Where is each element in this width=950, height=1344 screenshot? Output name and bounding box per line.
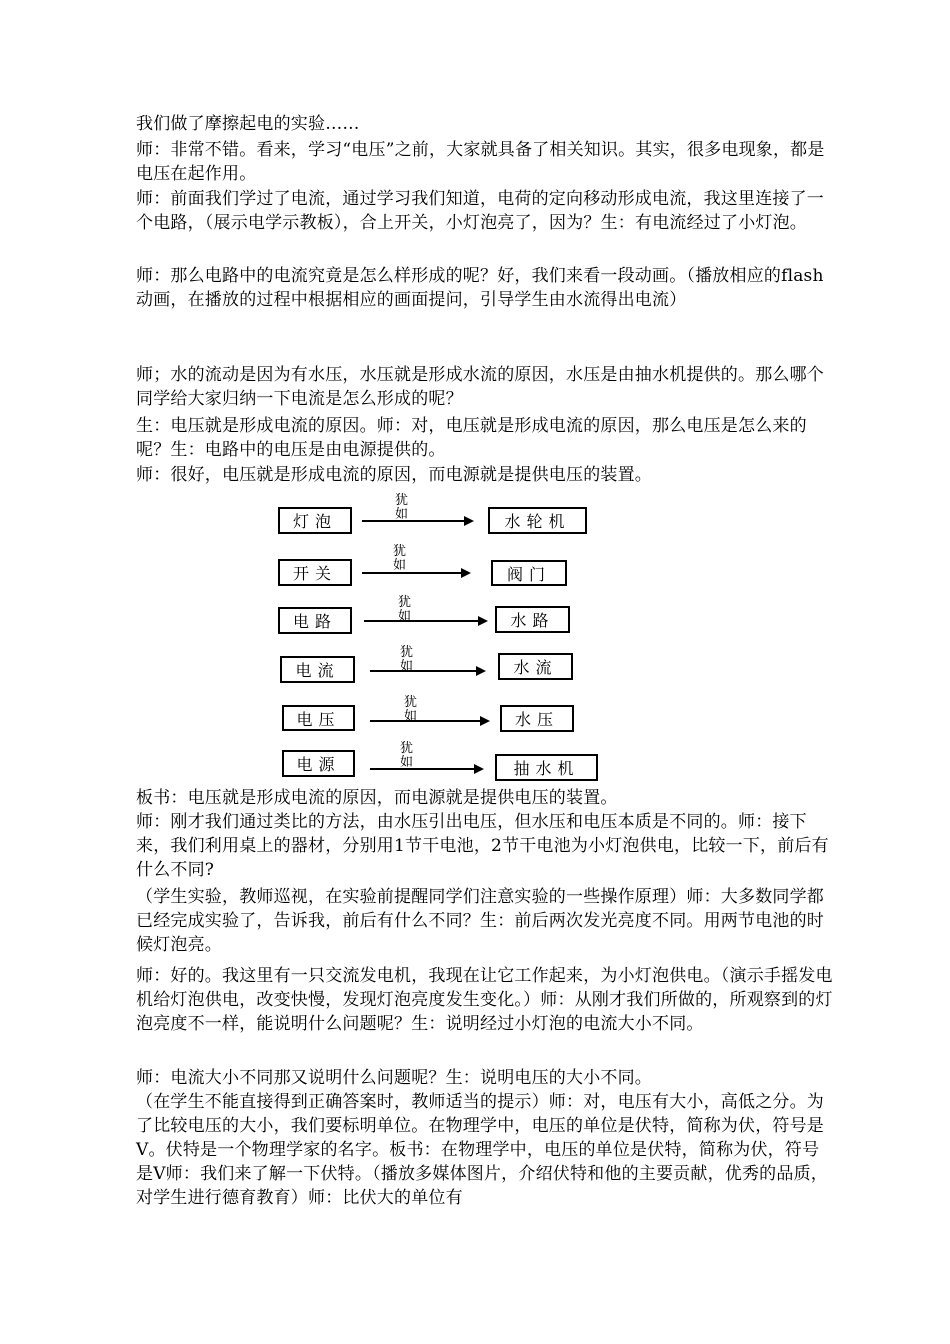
- arrow-3: [364, 620, 480, 622]
- paragraph-2: 师：非常不错。看来，学习“电压”之前，大家就具备了相关知识。其实，很多电现象，都是电压在起作用。: [136, 140, 825, 184]
- arrow-label-5: 犹如: [404, 695, 418, 724]
- paragraph-7: 师：很好，电压就是形成电流的原因，而电源就是提供电压的装置。: [136, 465, 652, 485]
- analogy-left-box-3: 电路: [278, 607, 352, 634]
- paragraph-5: 师；水的流动是因为有水压，水压就是形成水流的原因，水压是由抽水机提供的。那么哪个同学给大家归纳一下电流是怎么形成的呢？: [136, 365, 824, 409]
- arrow-2: [362, 572, 463, 574]
- arrow-label-2: 犹如: [393, 544, 407, 573]
- arrow-label-1: 犹如: [395, 493, 409, 522]
- paragraph-11: 师：好的。我这里有一只交流发电机，我现在让它工作起来，为小灯泡供电。（演示手摇发电机给灯泡供电，改变快慢，发现灯泡亮度发生变化。）师：从刚才我们所做的，所观察到的灯泡亮度不一样，能说明什么问题呢？生：说明经过小灯泡的电流大小不同。: [136, 966, 833, 1034]
- analogy-right-box-1: 水轮机: [488, 507, 587, 534]
- arrow-1: [362, 520, 466, 522]
- arrow-head-3: [478, 616, 488, 626]
- arrow-head-4: [476, 666, 486, 676]
- analogy-right-box-3: 水路: [495, 606, 570, 633]
- analogy-left-box-1: 灯泡: [278, 507, 352, 534]
- analogy-left-box-6: 电源: [282, 750, 355, 777]
- arrow-label-4: 犹如: [400, 645, 414, 674]
- arrow-head-2: [461, 568, 471, 578]
- paragraph-6: 生：电压就是形成电流的原因。师：对，电压就是形成电流的原因，那么电压是怎么来的呢？生：电路中的电压是由电源提供的。: [136, 416, 807, 460]
- arrow-label-3: 犹如: [398, 595, 412, 624]
- arrow-6: [370, 768, 476, 770]
- paragraph-12: 师：电流大小不同那又说明什么问题呢？生：说明电压的大小不同。: [136, 1068, 652, 1088]
- arrow-4: [370, 670, 478, 672]
- analogy-left-box-2: 开关: [278, 559, 352, 586]
- paragraph-1: 我们做了摩擦起电的实验……: [136, 114, 360, 134]
- analogy-right-box-5: 水压: [500, 705, 574, 732]
- paragraph-9: 师：刚才我们通过类比的方法，由水压引出电压，但水压和电压本质是不同的。师：接下来，我们利用桌上的器材，分别用1节干电池，2节干电池为小灯泡供电，比较一下，前后有什么不同?: [136, 812, 829, 880]
- arrow-label-6: 犹如: [400, 741, 414, 770]
- paragraph-13: （在学生不能直接得到正确答案时，教师适当的提示）师：对，电压有大小，高低之分。为了比较电压的大小，我们要标明单位。在物理学中，电压的单位是伏特，简称为伏，符号是V。伏特是一个物理学家的名字。板书：在物理学中，电压的单位是伏特，简称为伏，符号是V师：我们来了解一下伏特。（播放多媒体图片，介绍伏特和他的主要贡献，优秀的品质，对学生进行德育教育）师：比伏大的单位有: [136, 1092, 828, 1208]
- paragraph-8: 板书：电压就是形成电流的原因，而电源就是提供电压的装置。: [136, 788, 618, 808]
- arrow-5: [370, 720, 482, 722]
- paragraph-3: 师：前面我们学过了电流，通过学习我们知道，电荷的定向移动形成电流，我这里连接了一个电路，（展示电学示教板），合上开关，小灯泡亮了，因为？生：有电流经过了小灯泡。: [136, 189, 824, 233]
- analogy-left-box-5: 电压: [282, 705, 355, 731]
- analogy-right-box-2: 阀门: [491, 560, 567, 586]
- analogy-left-box-4: 电流: [280, 656, 355, 683]
- paragraph-4: 师：那么电路中的电流究竟是怎么样形成的呢？好，我们来看一段动画。（播放相应的flash动画，在播放的过程中根据相应的画面提问，引导学生由水流得出电流）: [136, 266, 824, 310]
- paragraph-10: （学生实验，教师巡视，在实验前提醒同学们注意实验的一些操作原理）师：大多数同学都已经完成实验了，告诉我，前后有什么不同？生：前后两次发光亮度不同。用两节电池的时候灯泡亮。: [136, 887, 824, 955]
- analogy-right-box-6: 抽水机: [495, 754, 598, 781]
- arrow-head-6: [474, 764, 484, 774]
- arrow-head-1: [464, 516, 474, 526]
- arrow-head-5: [480, 716, 490, 726]
- analogy-right-box-4: 水流: [498, 653, 573, 680]
